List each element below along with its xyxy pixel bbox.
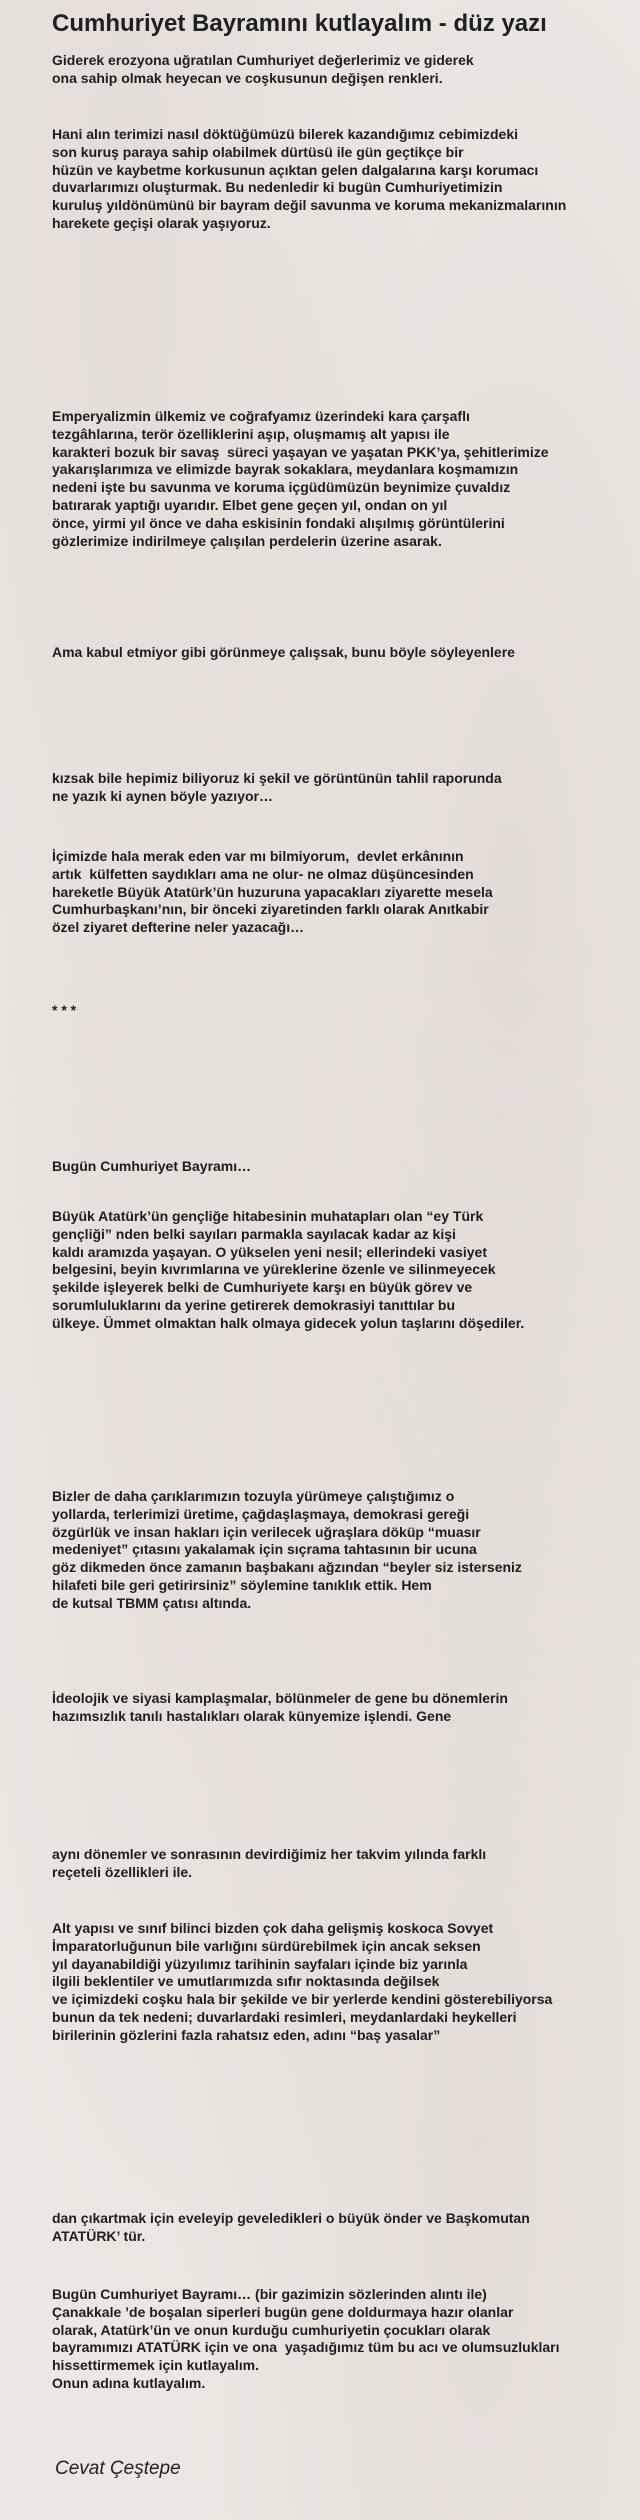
paragraph-8: Büyük Atatürk’ün gençliğe hitabesinin muhatapları olan “ey Türk gençliği” nden belki sayıları parmakla sayılacak kadar az kişi kaldı aramızda yaşayan. O yükselen yeni nesil; ellerindeki vasiyet belgesini, beyin kıvrımlarına ve yüreklerine özenle ve silinmeyecek şekilde işleyerek belki de Cumhuriyete karşı en büyük görev ve sorumluluklarını da yerine getirerek demokrasiyi tanıttılar bu ülkeye. Ümmet olmaktan halk olmaya gidecek yolun taşlarını döşediler.: [52, 1208, 525, 1331]
section-separator: * * *: [52, 1002, 77, 1018]
paragraph-13: dan çıkartmak için eveleyip geveledikleri o büyük önder ve Başkomutan ATATÜRK’ tür.: [52, 2210, 530, 2244]
paragraph-11: aynı dönemler ve sonrasının devirdiğimiz her takvim yılında farklı reçeteli özellikleri ile.: [52, 1846, 487, 1880]
author-signature: Cevat Çeştepe: [55, 2458, 181, 2479]
paragraph-2: Hani alın terimizi nasıl döktüğümüzü bilerek kazandığımız cebimizdeki son kuruş paraya sahip olabilmek dürtüsü ile gün geçtikçe bir hüzün ve kaybetme korkusunun açıktan gelen dalgalarına karşı korumacı duvarlarımızı oluşturmak. Bu nedenledir ki bugün Cumhuriyetimizin kuruluş yıldönümünü bir bayram değil savunma ve koruma mekanizmalarının harekete geçişi olarak yaşıyoruz.: [52, 126, 567, 231]
paragraph-7: Bugün Cumhuriyet Bayramı…: [52, 1158, 252, 1174]
paragraph-9: Bizler de daha çarıklarımızın tozuyla yürümeye çalıştığımız o yollarda, terlerimizi üretime, çağdaşlaşmaya, demokrasi gereği özgürlük ve insan hakları için verilecek uğraşlara döküp “muasır medeniyet” çıtasını yakalamak için sıçrama tahtasının bir ucuna göz dikmeden önce zamanın başbakanı ağzından “beyler siz isterseniz hilafeti bile geri getirirsiniz” söylemine tanıklık ettik. Hem de kutsal TBMM çatısı altında.: [52, 1488, 522, 1611]
paragraph-1: Giderek erozyona uğratılan Cumhuriyet değerlerimiz ve giderek ona sahip olmak heyecan ve coşkusunun değişen renkleri.: [52, 52, 474, 86]
paragraph-10: İdeolojik ve siyasi kamplaşmalar, bölünmeler de gene bu dönemlerin hazımsızlık tanılı hastalıkları olarak künyemize işlendi. Gene: [52, 1690, 508, 1724]
paragraph-14: Bugün Cumhuriyet Bayramı… (bir gazimizin sözlerinden alıntı ile) Çanakkale ’de boşalan siperleri bugün gene doldurmaya hazır olanlar olarak, Atatürk’ün ve onun kurduğu cumhuriyetin çocukları olarak bayramımızı ATATÜRK için ve ona yaşadığımız tüm bu acı ve olumsuzlukları hissettirmemek için kutlayalım. Onun adına kutlayalım.: [52, 2286, 560, 2391]
document-title: Cumhuriyet Bayramını kutlayalım - düz yazı: [52, 10, 547, 37]
paragraph-6: İçimizde hala merak eden var mı bilmiyorum, devlet erkânının artık külfetten saydıkları ama ne olur- ne olmaz düşüncesinden hareketle Büyük Atatürk’ün huzuruna yapacakları ziyarette mesela Cumhurbaşkanı’nın, bir önceki ziyaretinden farklı olarak Anıtkabir özel ziyaret defterine neler yazacağı…: [52, 848, 493, 936]
paragraph-12: Alt yapısı ve sınıf bilinci bizden çok daha gelişmiş koskoca Sovyet İmparatorluğunun bile varlığını sürdürebilmek için ancak seksen yıl dayanabildiği yüzyılımız tarihinin sayfaları içinde biz yarınla ilgili beklentiler ve umutlarımızda sıfır noktasında değilsek ve içimizdeki coşku hala bir şekilde ve bir yerlerde kendini gösterebiliyorsa bunun da tek nedeni; duvarlardaki resimleri, meydanlardaki heykelleri birilerinin gözlerini fazla rahatsız eden, adını “baş yasalar”: [52, 1920, 553, 2043]
paragraph-5: kızsak bile hepimiz biliyoruz ki şekil ve görüntünün tahlil raporunda ne yazık ki aynen böyle yazıyor…: [52, 770, 502, 804]
paragraph-4: Ama kabul etmiyor gibi görünmeye çalışsak, bunu böyle söyleyenlere: [52, 644, 515, 660]
paragraph-3: Emperyalizmin ülkemiz ve coğrafyamız üzerindeki kara çarşaflı tezgâhlarına, terör özelliklerini aşıp, oluşmamış alt yapısı ile karakteri bozuk bir savaş süreci yaşayan ve yaşatan PKK’ya, şehitlerimize yakarışlarımıza ve elimizde bayrak sokaklara, meydanlara koşmamızın nedeni işte bu savunma ve koruma içgüdümüzün beynimize çuvaldız batırarak yaptığı uyarıdır. Elbet gene geçen yıl, ondan on yıl önce, yirmi yıl önce ve daha eskisinin fondaki alışılmış görüntülerini gözlerimize indirilmeye çalışılan perdelerin üzerine asarak.: [52, 408, 549, 549]
